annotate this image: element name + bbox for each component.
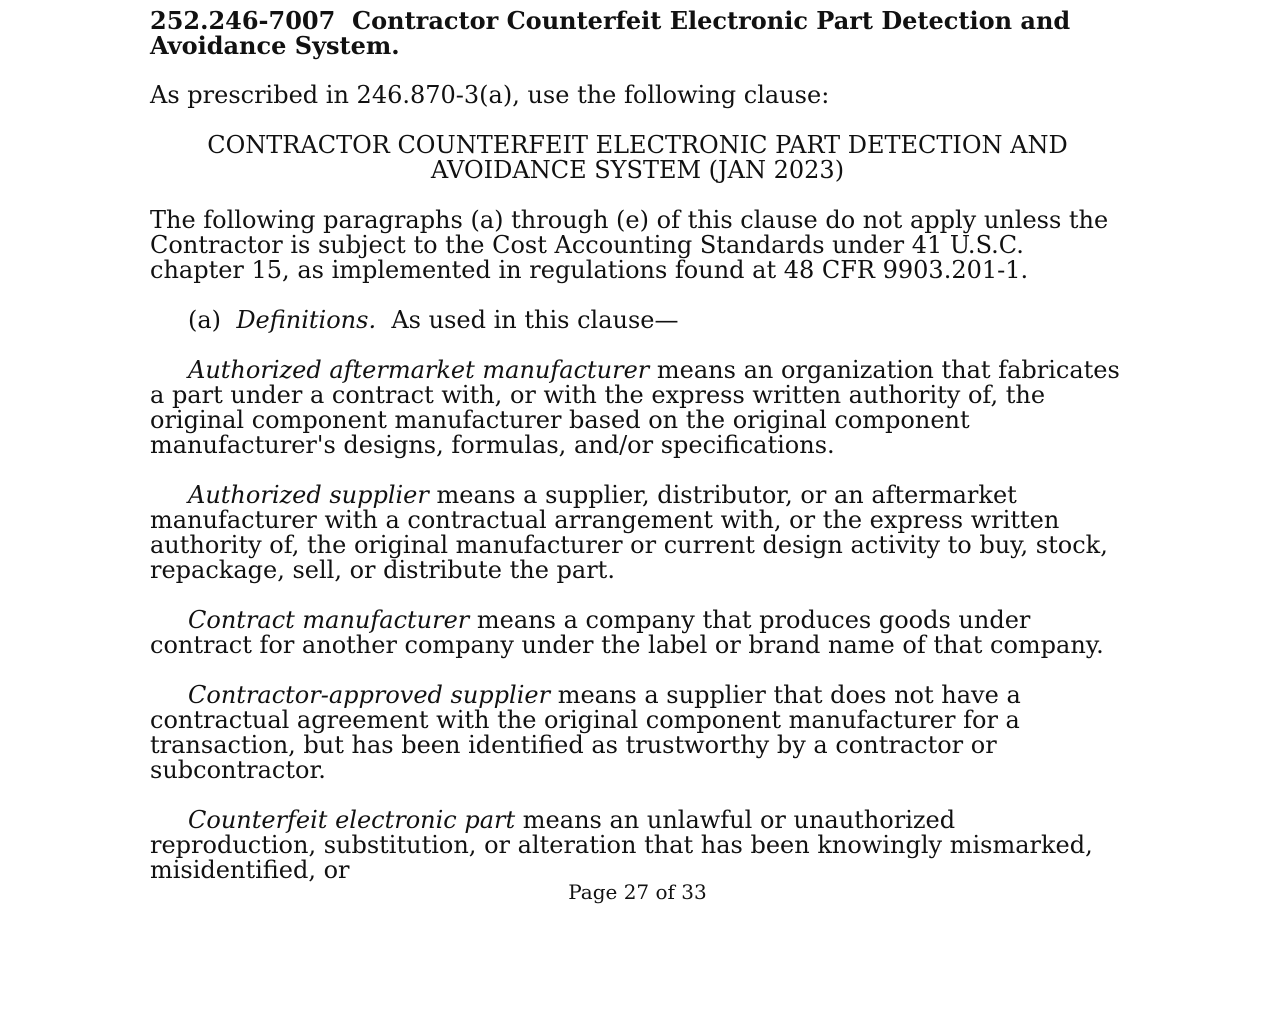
clause-title-line-2: AVOIDANCE SYSTEM (JAN 2023) bbox=[430, 156, 845, 184]
definition-term: Counterfeit electronic part bbox=[188, 806, 516, 834]
definition-paragraph bbox=[150, 683, 1125, 783]
definition-term: Contract manufacturer bbox=[188, 606, 470, 634]
page-number-footer: Page 27 of 33 bbox=[568, 880, 707, 904]
definition-text: means a supplier that does not have a contractual agreement with the original component manufacturer for a transaction, but has been identified as trustworthy by a contractor or subcontractor. bbox=[150, 681, 1021, 784]
paragraph-label: (a) bbox=[188, 306, 222, 334]
clause-title-line-1: CONTRACTOR COUNTERFEIT ELECTRONIC PART DETECTION AND bbox=[207, 131, 1068, 159]
definition-paragraph bbox=[150, 358, 1125, 458]
section-title: Contractor Counterfeit Electronic Part Detection and Avoidance System. bbox=[150, 6, 1071, 60]
applicability-paragraph: The following paragraphs (a) through (e) of this clause do not apply unless the Contractor is subject to the Cost Accounting Standards under 41 U.S.C. chapter 15, as implemented in regulations found at 48 CFR 9903.201-1. bbox=[150, 206, 1109, 284]
definition-term: Authorized aftermarket manufacturer bbox=[188, 356, 650, 384]
definition-term: Contractor-approved supplier bbox=[188, 681, 551, 709]
clause-title bbox=[150, 133, 1125, 183]
document-page bbox=[150, 8, 1125, 883]
definition-text: means a company that produces goods under contract for another company under the label or brand name of that company. bbox=[150, 606, 1104, 659]
section-heading bbox=[150, 8, 1125, 58]
definition-paragraph bbox=[150, 808, 1125, 883]
definitions-term: Definitions. bbox=[236, 306, 377, 334]
definition-paragraph bbox=[150, 483, 1125, 583]
definition-term: Authorized supplier bbox=[188, 481, 429, 509]
definition-text: means an organization that fabricates a part under a contract with, or with the express written authority of, the original component manufacturer based on the original component manufacturer's designs, formulas, and/or specifications. bbox=[150, 356, 1120, 459]
definitions-text: As used in this clause— bbox=[391, 306, 679, 334]
definition-paragraph bbox=[150, 608, 1125, 658]
definition-text: means an unlawful or unauthorized reproduction, substitution, or alteration that has been knowingly mismarked, misidentified, or bbox=[150, 806, 1093, 884]
section-number: 252.246-7007 bbox=[150, 6, 336, 35]
definitions-intro bbox=[150, 308, 1125, 333]
definition-text: means a supplier, distributor, or an aftermarket manufacturer with a contractual arrangement with, or the express written authority of, the original manufacturer or current design activity to buy, stock, repackage, sell, or distribute the part. bbox=[150, 481, 1108, 584]
prescribed-text: As prescribed in 246.870-3(a), use the following clause: bbox=[150, 81, 830, 109]
